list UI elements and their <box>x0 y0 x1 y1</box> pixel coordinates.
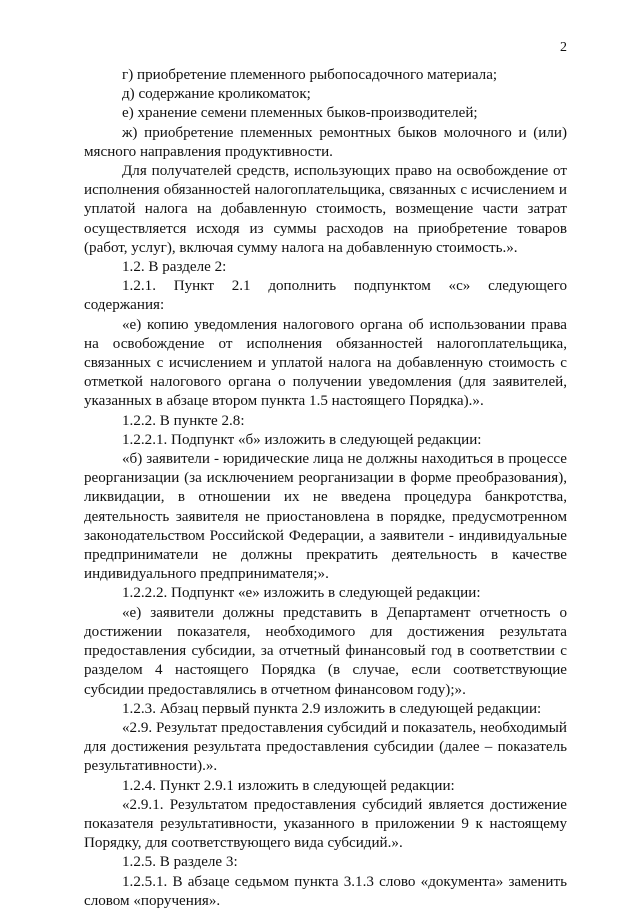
paragraph-section-1-2-2: 1.2.2. В пункте 2.8: <box>122 412 245 429</box>
paragraph-item-g: г) приобретение племенного рыбопосадочного материала; <box>122 67 498 83</box>
paragraph-vat-exemption: Для получателей средств, использующих право на освобождение от исполнения обязанностей налогоплательщика, связанных с исчислением и уплатой налога на добавленную стоимость, возмещение части затрат осуществляется исходя из суммы расходов на приобретение товаров (работ, услуг), включая сумму налога на добавленную стоимость.». <box>84 163 567 256</box>
page-number: 2 <box>560 40 567 55</box>
paragraph-section-1-2-5-1: 1.2.5.1. В абзаце седьмом пункта 3.1.3 слово «документа» заменить словом «поручения». <box>84 873 567 909</box>
paragraph-item-2-9: «2.9. Результат предоставления субсидий и показатель, необходимый для достижения результата предоставления субсидии (далее – показатель результативности).». <box>84 719 567 775</box>
paragraph-subitem-e-notice: «е) копию уведомления налогового органа об использовании права на освобождение от исполнения обязанностей налогоплательщика, связанных с исчислением и уплатой налога на добавленную стоимость с отметкой налогового органа о получении уведомления (для заявителей, указанных в абзаце втором пункта 1.5 настоящего Порядка).». <box>84 316 567 410</box>
paragraph-section-1-2-2-2: 1.2.2.2. Подпункт «е» изложить в следующей редакции: <box>122 585 481 602</box>
paragraph-item-2-9-1: «2.9.1. Результатом предоставления субсидий является достижение показателя результативности, указанного в приложении 9 к настоящему Порядку, для соответствующего вида субсидий.». <box>84 796 567 852</box>
paragraph-section-1-2-2-1: 1.2.2.1. Подпункт «б» изложить в следующей редакции: <box>122 431 482 448</box>
paragraph-section-1-2-3: 1.2.3. Абзац первый пункта 2.9 изложить в следующей редакции: <box>122 700 542 717</box>
paragraph-section-1-2-5: 1.2.5. В разделе 3: <box>122 854 238 871</box>
paragraph-item-d: д) содержание кроликоматок; <box>122 86 311 103</box>
paragraph-item-zh: ж) приобретение племенных ремонтных быков молочного и (или) мясного направления продуктивности. <box>84 124 567 160</box>
paragraph-subitem-b-applicants: «б) заявители - юридические лица не должны находиться в процессе реорганизации (за исключением реорганизации в форме преобразования), ликвидации, в отношении их не введена процедура банкротства, деятельность заявителя не приостановлена в порядке, предусмотренном законодательством Российской Федерации, а заявители - индивидуальные предприниматели не должны прекратить деятельность в качестве индивидуального предпринимателя;». <box>84 451 567 583</box>
paragraph-item-e: е) хранение семени племенных быков-производителей; <box>122 105 478 122</box>
paragraph-section-1-2-1: 1.2.1. Пункт 2.1 дополнить подпунктом «с» следующего содержания: <box>84 278 567 314</box>
paragraph-subitem-e-reporting: «е) заявители должны представить в Департамент отчетность о достижении показателя, необходимого для достижения результата предоставления субсидии, за отчетный финансовый год в соответствии с разделом 4 настоящего Порядка (в случае, если соответствующие субсидии предоставлялись в отчетном финансовом году);». <box>84 604 567 698</box>
document-body <box>84 66 567 911</box>
paragraph-section-1-2-4: 1.2.4. Пункт 2.9.1 изложить в следующей редакции: <box>122 777 455 794</box>
paragraph-section-1-2: 1.2. В разделе 2: <box>122 259 227 276</box>
